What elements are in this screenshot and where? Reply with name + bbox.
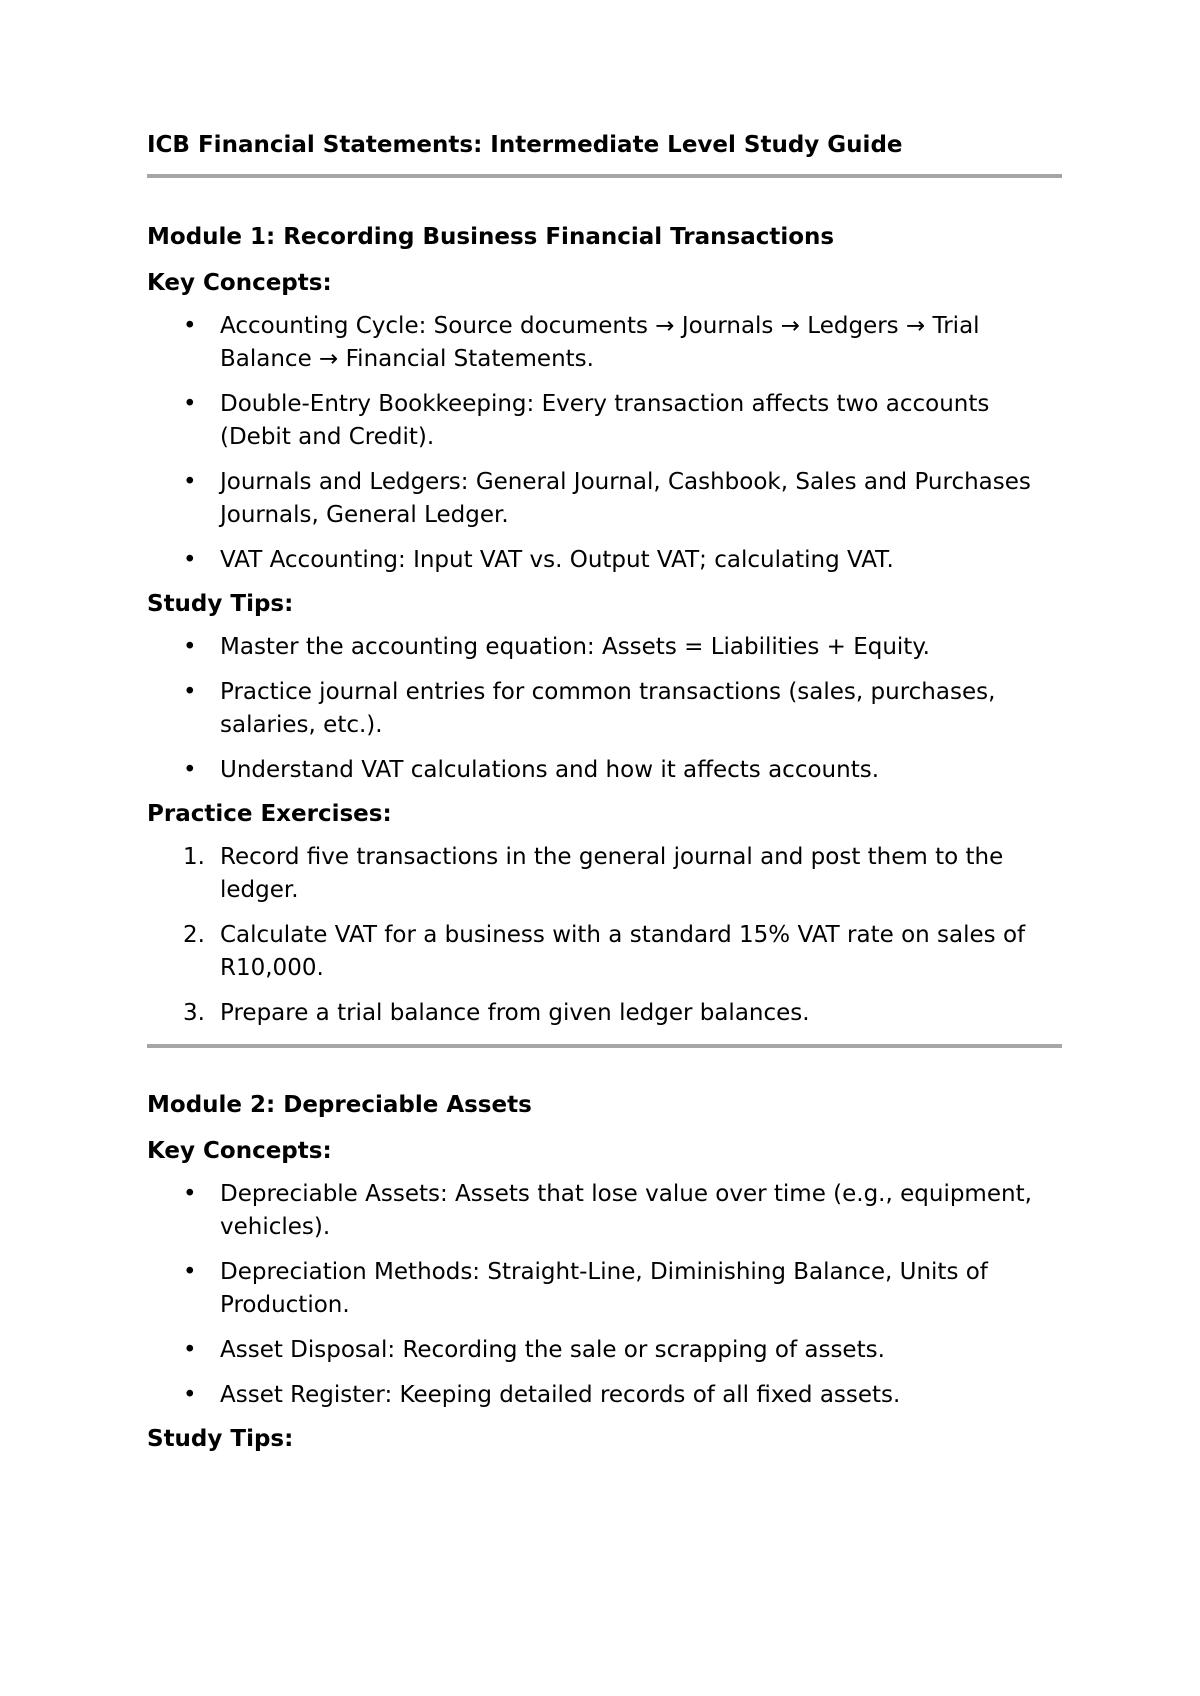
list-item-text: Master the accounting equation: Assets = Liabilities + Equity. xyxy=(220,634,930,660)
list-item xyxy=(147,676,1062,742)
bullet-marker: • xyxy=(183,1181,197,1207)
module-1-key-concepts-heading: Key Concepts: xyxy=(147,270,332,296)
list-item xyxy=(147,544,1062,577)
bullet-marker: • xyxy=(183,469,197,495)
list-item xyxy=(147,1334,1062,1367)
list-item xyxy=(147,310,1062,376)
number-marker: 1. xyxy=(183,844,205,870)
module-2-key-concepts-heading: Key Concepts: xyxy=(147,1138,332,1164)
bullet-marker: • xyxy=(183,757,197,783)
module-2-title: Module 2: Depreciable Assets xyxy=(147,1092,532,1118)
module-1-study-tips-list xyxy=(147,631,1062,787)
document-page xyxy=(147,130,1062,1454)
module-1-practice-list xyxy=(147,841,1062,1030)
bullet-marker: • xyxy=(183,1382,197,1408)
bullet-marker: • xyxy=(183,1337,197,1363)
list-item xyxy=(147,754,1062,787)
list-item-text: Asset Disposal: Recording the sale or scrapping of assets. xyxy=(220,1337,885,1363)
list-item xyxy=(147,631,1062,664)
bullet-marker: • xyxy=(183,679,197,705)
module-1-study-tips-heading: Study Tips: xyxy=(147,591,294,617)
list-item-text: Accounting Cycle: Source documents → Journals → Ledgers → Trial Balance → Financial Statements. xyxy=(220,313,980,372)
bullet-marker: • xyxy=(183,547,197,573)
list-item-text: Calculate VAT for a business with a standard 15% VAT rate on sales of R10,000. xyxy=(220,922,1026,981)
list-item-text: Double-Entry Bookkeeping: Every transaction affects two accounts (Debit and Credit). xyxy=(220,391,990,450)
list-item xyxy=(147,919,1062,985)
module-2-study-tips-heading: Study Tips: xyxy=(147,1426,294,1452)
list-item xyxy=(147,466,1062,532)
module-1-key-concepts-list xyxy=(147,310,1062,577)
number-marker: 3. xyxy=(183,1000,205,1026)
module-divider xyxy=(147,1044,1062,1048)
number-marker: 2. xyxy=(183,922,205,948)
bullet-marker: • xyxy=(183,1259,197,1285)
list-item xyxy=(147,388,1062,454)
list-item-text: Asset Register: Keeping detailed records of all fixed assets. xyxy=(220,1382,901,1408)
bullet-marker: • xyxy=(183,391,197,417)
list-item-text: Depreciation Methods: Straight-Line, Diminishing Balance, Units of Production. xyxy=(220,1259,988,1318)
module-1-practice-heading: Practice Exercises: xyxy=(147,801,392,827)
list-item-text: Prepare a trial balance from given ledger balances. xyxy=(220,1000,810,1026)
bullet-marker: • xyxy=(183,313,197,339)
title-divider xyxy=(147,174,1062,178)
list-item-text: Understand VAT calculations and how it affects accounts. xyxy=(220,757,880,783)
document-title: ICB Financial Statements: Intermediate Level Study Guide xyxy=(147,132,903,158)
list-item xyxy=(147,997,1062,1030)
list-item-text: Journals and Ledgers: General Journal, Cashbook, Sales and Purchases Journals, General Ledger. xyxy=(220,469,1031,528)
list-item-text: VAT Accounting: Input VAT vs. Output VAT; calculating VAT. xyxy=(220,547,894,573)
module-1-title: Module 1: Recording Business Financial Transactions xyxy=(147,224,835,250)
module-2-key-concepts-list xyxy=(147,1178,1062,1412)
list-item xyxy=(147,1178,1062,1244)
list-item xyxy=(147,1379,1062,1412)
list-item xyxy=(147,1256,1062,1322)
list-item xyxy=(147,841,1062,907)
list-item-text: Depreciable Assets: Assets that lose value over time (e.g., equipment, vehicles). xyxy=(220,1181,1032,1240)
list-item-text: Record five transactions in the general journal and post them to the ledger. xyxy=(220,844,1004,903)
list-item-text: Practice journal entries for common transactions (sales, purchases, salaries, etc.). xyxy=(220,679,996,738)
bullet-marker: • xyxy=(183,634,197,660)
